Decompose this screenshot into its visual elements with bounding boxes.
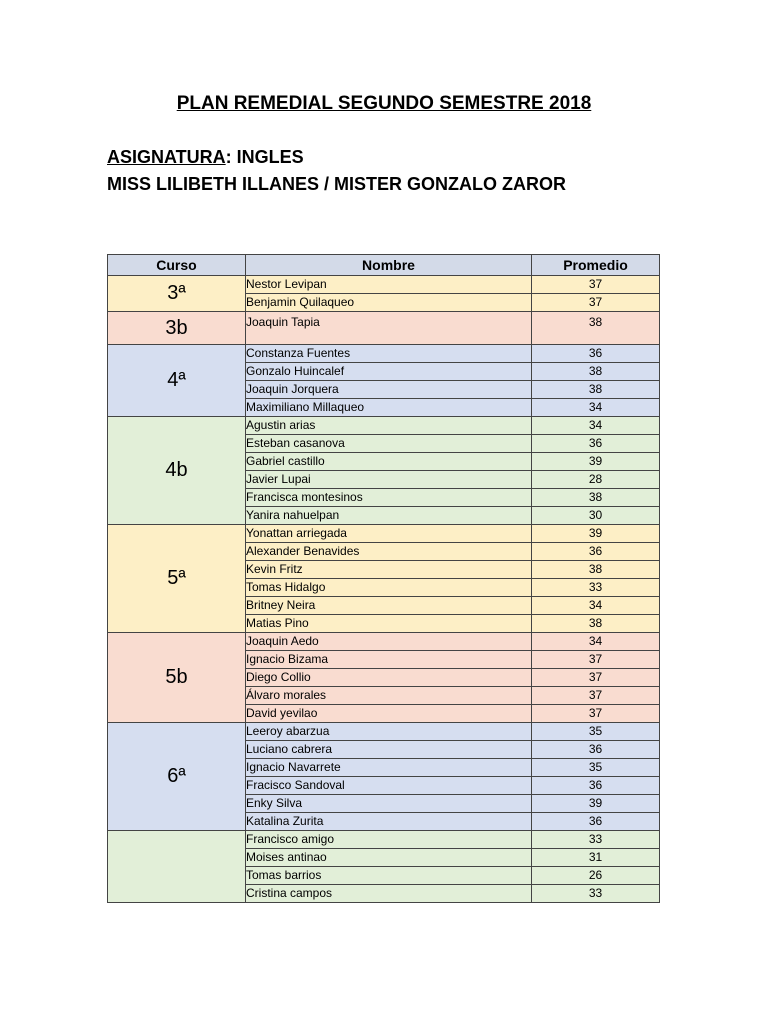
average-cell: 38 [532,561,660,579]
student-name-cell: Britney Neira [246,597,532,615]
curso-cell: 3ª [108,276,246,312]
average-cell: 38 [532,615,660,633]
student-name-cell: Joaquin Tapia [246,312,532,345]
student-name-cell: Joaquin Jorquera [246,381,532,399]
table-row [108,276,660,294]
average-cell: 35 [532,759,660,777]
student-name-cell: Diego Collio [246,669,532,687]
average-cell: 38 [532,381,660,399]
student-name-cell: Álvaro morales [246,687,532,705]
student-name-cell: Tomas Hidalgo [246,579,532,597]
student-name-cell: Agustin arias [246,417,532,435]
average-cell: 33 [532,579,660,597]
average-cell: 37 [532,669,660,687]
student-name-cell: Leeroy abarzua [246,723,532,741]
student-name-cell: Maximiliano Millaqueo [246,399,532,417]
subject-line [107,147,304,168]
student-name-cell: Benjamin Quilaqueo [246,294,532,312]
student-name-cell: Nestor Levipan [246,276,532,294]
header-curso: Curso [108,255,246,276]
average-cell: 36 [532,345,660,363]
average-cell: 36 [532,543,660,561]
average-cell: 36 [532,813,660,831]
student-name-cell: Ignacio Bizama [246,651,532,669]
student-name-cell: Francisca montesinos [246,489,532,507]
average-cell: 34 [532,597,660,615]
student-name-cell: Alexander Benavides [246,543,532,561]
average-cell: 37 [532,687,660,705]
average-cell: 33 [532,831,660,849]
header-promedio: Promedio [532,255,660,276]
average-cell: 38 [532,363,660,381]
student-name-cell: Enky Silva [246,795,532,813]
table-row [108,345,660,363]
average-cell: 31 [532,849,660,867]
subject-label: ASIGNATURA [107,147,226,167]
average-cell: 34 [532,633,660,651]
average-cell: 34 [532,417,660,435]
student-name-cell: Moises antinao [246,849,532,867]
subject-separator: : [225,147,232,167]
document-title-text: PLAN REMEDIAL SEGUNDO SEMESTRE 2018 [176,93,592,114]
table-row [108,312,660,345]
average-cell: 37 [532,294,660,312]
student-name-cell: Gonzalo Huincalef [246,363,532,381]
student-name-cell: Fracisco Sandoval [246,777,532,795]
average-cell: 39 [532,453,660,471]
average-cell: 36 [532,435,660,453]
header-nombre: Nombre [246,255,532,276]
student-name-cell: Yonattan arriegada [246,525,532,543]
average-cell: 38 [532,489,660,507]
student-name-cell: Katalina Zurita [246,813,532,831]
grades-table-body [108,276,660,903]
student-name-cell: Kevin Fritz [246,561,532,579]
curso-cell [108,831,246,903]
student-name-cell: Ignacio Navarrete [246,759,532,777]
table-header-row [108,255,660,276]
average-cell: 39 [532,525,660,543]
table-row [108,831,660,849]
table-row [108,723,660,741]
student-name-cell: David yevilao [246,705,532,723]
average-cell: 28 [532,471,660,489]
average-cell: 38 [532,312,660,345]
average-cell: 37 [532,705,660,723]
student-name-cell: Joaquin Aedo [246,633,532,651]
curso-cell: 5b [108,633,246,723]
teachers-line: MISS LILIBETH ILLANES / MISTER GONZALO ZAROR [107,174,566,194]
curso-cell: 4b [108,417,246,525]
student-name-cell: Gabriel castillo [246,453,532,471]
student-name-cell: Matias Pino [246,615,532,633]
student-name-cell: Esteban casanova [246,435,532,453]
curso-cell: 5ª [108,525,246,633]
average-cell: 34 [532,399,660,417]
student-name-cell: Yanira nahuelpan [246,507,532,525]
average-cell: 33 [532,885,660,903]
average-cell: 37 [532,276,660,294]
curso-cell: 4ª [108,345,246,417]
average-cell: 30 [532,507,660,525]
student-name-cell: Javier Lupai [246,471,532,489]
curso-cell: 3b [108,312,246,345]
subject-value: INGLES [231,147,304,167]
average-cell: 39 [532,795,660,813]
student-name-cell: Cristina campos [246,885,532,903]
table-row [108,525,660,543]
student-name-cell: Francisco amigo [246,831,532,849]
average-cell: 35 [532,723,660,741]
student-name-cell: Luciano cabrera [246,741,532,759]
average-cell: 36 [532,741,660,759]
table-row [108,633,660,651]
average-cell: 37 [532,651,660,669]
student-name-cell: Tomas barrios [246,867,532,885]
grades-table [107,254,660,903]
table-row [108,417,660,435]
average-cell: 26 [532,867,660,885]
student-name-cell: Constanza Fuentes [246,345,532,363]
document-title [0,93,768,115]
average-cell: 36 [532,777,660,795]
curso-cell: 6ª [108,723,246,831]
